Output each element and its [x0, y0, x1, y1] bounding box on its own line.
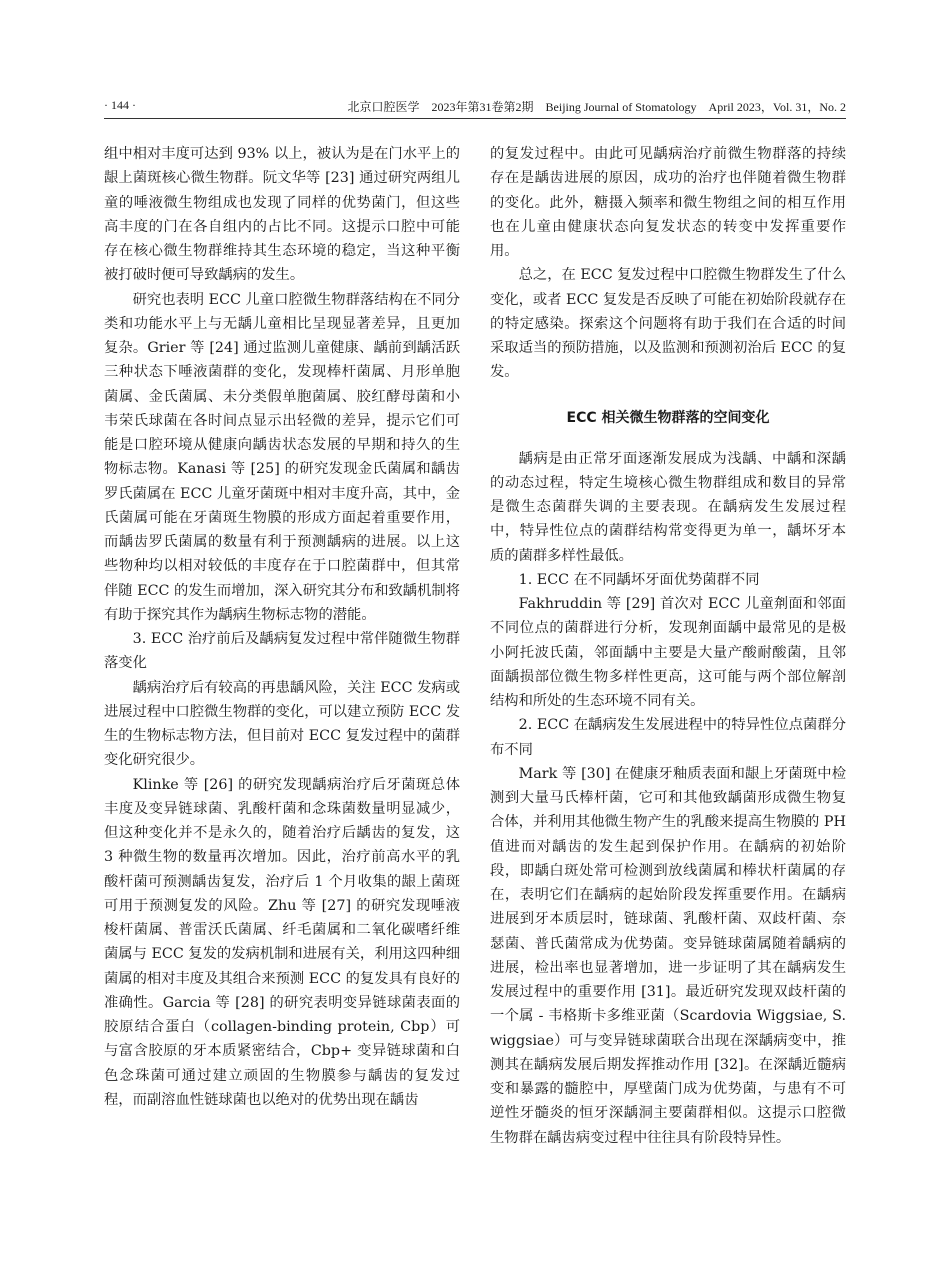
paragraph: 的复发过程中。由此可见龋病治疗前微生物群落的持续存在是龋齿进展的原因，成功的治疗也伴随着微生物群的变化。此外，糖摄入频率和微生物组之间的相互作用也在儿童由健康状态向复发状态的转变中发挥重要作用。 [490, 146, 846, 259]
paragraph: Klinke 等 [26] 的研究发现龋病治疗后牙菌斑总体丰度及变异链球菌、乳酸杆菌和念珠菌数量明显减少，但这种变化并不是永久的，随着治疗后龋齿的复发，这 3 种微生物的数量再次增加。因此，治疗前高水平的乳酸杆菌可预测龋齿复发，治疗后 1 个月收集的龈上菌斑可用于预测复发的风险。Zhu 等 [27] 的研究发现唾液梭杆菌属、普雷沃氏菌属、纤毛菌属和二氧化碳嗜纤维菌属与 ECC 复发的发病机制和进展有关，利用这四种细菌属的相对丰度及其组合来预测 ECC 的复发具有良好的准确性。Garcia 等 [28] 的研究表明变异链球菌表面的胶原结合蛋白（collagen-binding protein, Cbp）可与富含胶原的牙本质紧密结合，Cbp+ 变异链球菌和白色念珠菌可通过建立顽固的生物膜参与龋齿的复发过程，而副溶血性链球菌也以绝对的优势出现在龋齿 [104, 776, 460, 1108]
running-header [104, 96, 846, 119]
left-column [104, 142, 460, 1112]
journal-running-title: 北京口腔医学 2023年第31卷第2期 Beijing Journal of Stomatology April 2023，Vol. 31，No. 2 [347, 100, 846, 114]
paragraph: 组中相对丰度可达到 93% 以上，被认为是在门水平上的龈上菌斑核心微生物群。阮文华等 [23] 通过研究两组儿童的唾液微生物组成也发现了同样的优势菌门，但这些高丰度的门在各自组内的占比不同。这提示口腔中可能存在核心微生物群维持其生态环境的稳定，当这种平衡被打破时便可导致龋病的发生。 [104, 146, 460, 284]
paragraph: Mark 等 [30] 在健康牙釉质表面和龈上牙菌斑中检测到大量马氏棒杆菌，它可和其他致龋菌形成微生物复合体，并利用其他微生物产生的乳酸来提高生物膜的 PH 值进而对龋齿的发生起到保护作用。在龋病的初始阶段，即龋白斑处常可检测到放线菌属和棒状杆菌属的存在，表明它们在龋病的起始阶段发挥重要作用。在龋病进展到牙本质层时，链球菌、乳酸杆菌、双歧杆菌、奈瑟菌、普氏菌常成为优势菌。变异链球菌属随着龋病的进展，检出率也显著增加，进一步证明了其在龋病发生发展过程中的重要作用 [31]。最近研究发现双歧杆菌的一个属 - 韦格斯卡多维亚菌（Scardovia Wiggsiae, S. wiggsiae）可与变异链球菌联合出现在深龋病变中，推测其在龋病发展后期发挥推动作用 [32]。在深龋近髓病变和暴露的髓腔中，厚壁菌门成为优势菌，与患有不可逆性牙髓炎的恒牙深龋洞主要菌群相似。这提示口腔微生物群在龋齿病变过程中往往具有阶段特异性。 [490, 765, 846, 1146]
paragraph: 总之，在 ECC 复发过程中口腔微生物群发生了什么变化，或者 ECC 复发是否反映了可能在初始阶段就存在的特定感染。探索这个问题将有助于我们在合适的时间采取适当的预防措施，以及监测和预测初治后 ECC 的复发。 [490, 267, 846, 381]
page-number: · 144 · [104, 98, 136, 112]
subsection-heading: 3. ECC 治疗前后及龋病复发过程中常伴随微生物群落变化 [104, 631, 460, 672]
subsection-heading: 1. ECC 在不同龋坏牙面优势菌群不同 [518, 571, 760, 588]
subsection-heading: 2. ECC 在龋病发生发展进程中的特异性位点菌群分布不同 [490, 717, 846, 758]
paragraph: 龋病治疗后有较高的再患龋风险，关注 ECC 发病或进展过程中口腔微生物群的变化，可以建立预防 ECC 发生的生物标志物方法，但目前对 ECC 复发过程中的菌群变化研究很少。 [104, 679, 460, 769]
paragraph: Fakhruddin 等 [29] 首次对 ECC 儿童㓫面和邻面不同位点的菌群进行分析，发现㓫面龋中最常见的是极小阿托波氏菌，邻面龋中主要是大量产酸耐酸菌，且邻面龋损部位微生物多样性更高，这可能与两个部位解剖结构和所处的生态环境不同有关。 [490, 596, 846, 709]
right-column [490, 142, 846, 1150]
paragraph: 龋病是由正常牙面逐渐发展成为浅龋、中龋和深龋的动态过程，特定生境核心微生物群组成和数目的异常是微生态菌群失调的主要表现。在龋病发生发展过程中，特异性位点的菌群结构常变得更为单一，龋坏牙本质的菌群多样性最低。 [490, 450, 846, 564]
paragraph: 研究也表明 ECC 儿童口腔微生物群落结构在不同分类和功能水平上与无龋儿童相比呈现显著差异，且更加复杂。Grier 等 [24] 通过监测儿童健康、龋前到龋活跃三种状态下唾液菌群的变化，发现棒杆菌属、月形单胞菌属、金氏菌属、未分类假单胞菌属、胶红酵母菌和小韦荣氏球菌在各时间点显示出轻微的差异，提示它们可能是口腔环境从健康向龋齿状态发展的早期和持久的生物标志物。Kanasi 等 [25] 的研究发现金氏菌属和龋齿罗氏菌属在 ECC 儿童牙菌斑中相对丰度升高，其中，金氏菌属可能在牙菌斑生物膜的形成方面起着重要作用，而龋齿罗氏菌属的数量有利于预测龋病的进展。以上这些物种均以相对较低的丰度存在于口腔菌群中，但其常伴随 ECC 的发生而增加，深入研究其分布和致龋机制将有助于探究其作为龋病生物标志物的潜能。 [104, 291, 460, 623]
section-title: ECC 相关微生物群落的空间变化 [566, 409, 770, 426]
